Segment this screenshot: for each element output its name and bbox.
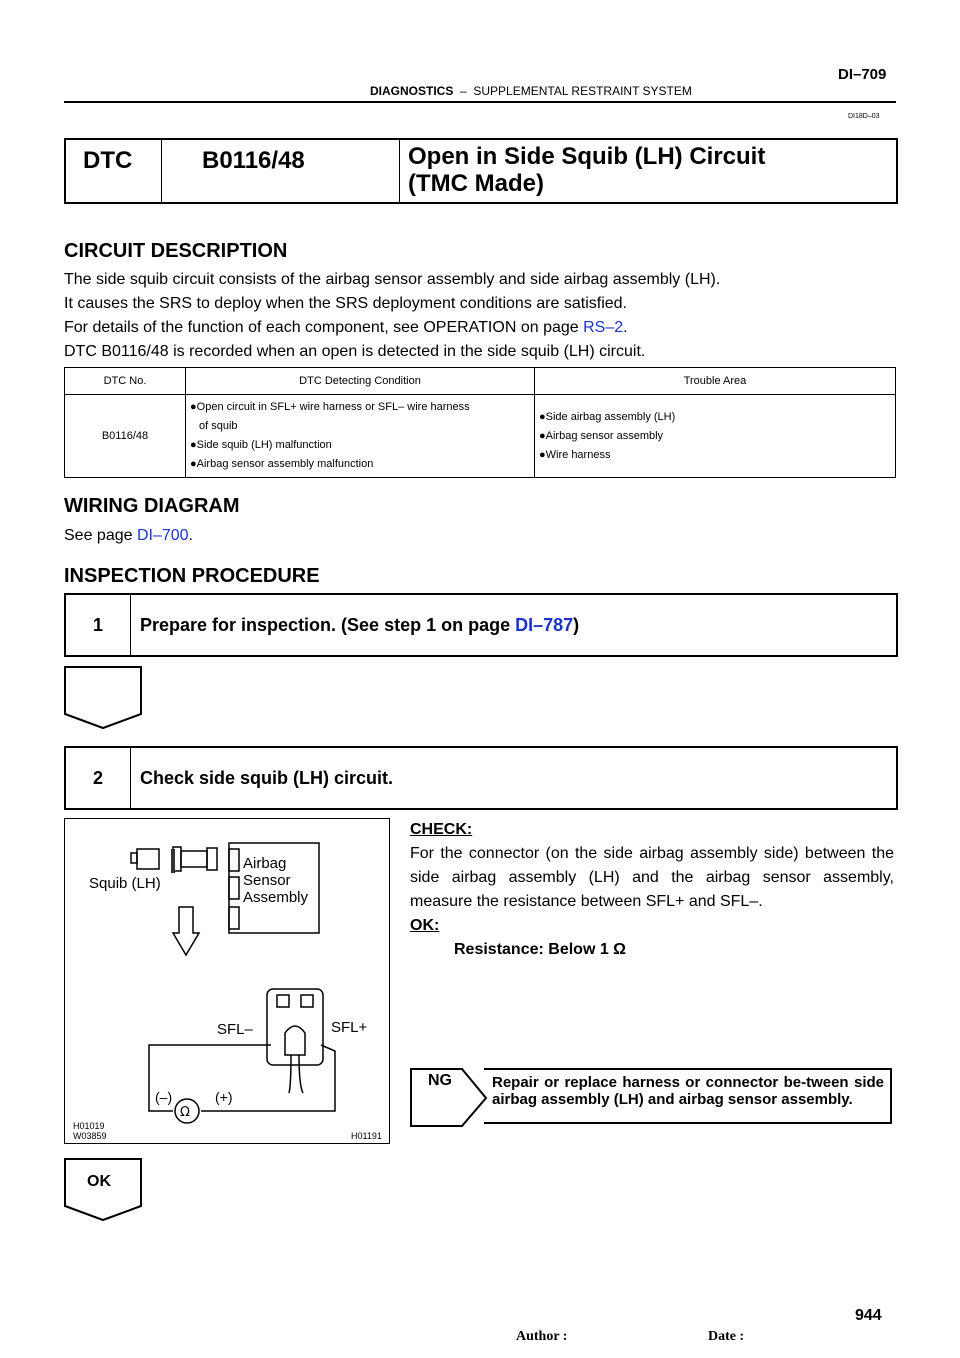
description-line3-text: For details of the function of each component, see OPERATION on page [64, 319, 584, 336]
bullet-icon: ● [539, 410, 546, 423]
sfl-plus-label: SFL+ [331, 1019, 368, 1036]
description-line3 [64, 316, 720, 340]
bullet-icon: ● [190, 439, 197, 451]
cell-conditions [186, 395, 535, 478]
header-rule [64, 101, 896, 103]
header-trouble-area: Trouble Area [535, 368, 896, 395]
meter-minus-label: (–) [155, 1089, 173, 1105]
doc-code: DI18D–03 [848, 113, 880, 120]
link-di-700[interactable]: DI–700 [136, 527, 189, 544]
figure-code-1: H01019 [73, 1121, 105, 1131]
sfl-minus-label: SFL– [217, 1021, 253, 1038]
description-line4: DTC B0116/48 is recorded when an open is detected in the side squib (LH) circuit. [64, 343, 646, 360]
svg-text:Ω: Ω [180, 1105, 190, 1120]
table-header-row [65, 368, 896, 395]
step-1-box [64, 593, 898, 657]
condition-text: Side squib (LH) malfunction [196, 439, 332, 451]
sensor-label-line1: Airbag [243, 855, 287, 872]
page-number: DI–709 [838, 66, 887, 83]
ng-action-text: Repair or replace harness or connector be-tween side airbag assembly (LH) and airbag sensor assembly. [484, 1068, 892, 1124]
ng-label: NG [428, 1072, 452, 1089]
check-label: CHECK: [410, 821, 473, 838]
link-di-787[interactable]: DI–787 [515, 615, 574, 635]
circuit-description-heading: CIRCUIT DESCRIPTION [64, 240, 288, 262]
description-line2: It causes the SRS to deploy when the SRS deployment conditions are satisfied. [64, 295, 627, 312]
area-text: Airbag sensor assembly [545, 429, 664, 442]
area-item [539, 427, 894, 446]
ok-label: OK: [410, 917, 440, 934]
condition-text: Open circuit in SFL+ wire harness or SFL– wire harness [196, 401, 470, 413]
link-rs-2[interactable]: RS–2 [583, 319, 624, 336]
wiring-diagram-text [64, 524, 193, 548]
step-1-number: 1 [66, 595, 131, 655]
step-1-label: Prepare for inspection. (See step 1 on page [140, 615, 516, 635]
connector-diagram [64, 818, 390, 1144]
footer-date: Date : [708, 1329, 745, 1344]
cell-trouble-area [535, 395, 896, 478]
step-1-end: ) [573, 615, 580, 635]
sensor-label [243, 855, 308, 906]
header-dtc-no: DTC No. [65, 368, 186, 395]
bullet-icon: ● [539, 429, 546, 442]
meter-plus-label: (+) [215, 1089, 233, 1105]
wiring-text-end: . [188, 527, 193, 544]
bullet-icon: ● [190, 401, 197, 413]
bullet-icon: ● [539, 448, 546, 461]
area-text: Wire harness [545, 448, 611, 461]
check-instructions [410, 818, 894, 962]
continue-arrow-icon [64, 666, 144, 730]
area-item [539, 408, 894, 427]
sensor-label-line2: Sensor [243, 872, 291, 889]
check-body: For the connector (on the side airbag assembly side) between the side airbag assembly (LH) and the airbag sensor assembly, measure the resistance between SFL+ and SFL–. [410, 845, 894, 910]
bullet-icon: ● [190, 458, 197, 470]
circuit-description-text [64, 268, 720, 364]
area-text: Side airbag assembly (LH) [545, 410, 676, 423]
dtc-condition-table [64, 367, 896, 478]
area-item [539, 446, 894, 465]
inspection-procedure-heading: INSPECTION PROCEDURE [64, 565, 320, 587]
step-2-number: 2 [66, 748, 131, 808]
header-title [370, 84, 692, 98]
figure-codes [73, 1121, 107, 1141]
wiring-diagram-heading: WIRING DIAGRAM [64, 495, 240, 517]
cell-dtc-no: B0116/48 [65, 395, 186, 478]
footer-author: Author : [516, 1329, 568, 1344]
header-dash: – [460, 84, 467, 98]
condition-item-cont: of squib [199, 420, 238, 432]
squib-label: Squib (LH) [89, 875, 161, 892]
condition-item [190, 436, 533, 455]
subsection-name: SUPPLEMENTAL RESTRAINT SYSTEM [473, 84, 692, 98]
step-2-text: Check side squib (LH) circuit. [140, 768, 394, 788]
dtc-title [400, 140, 765, 202]
section-name: DIAGNOSTICS [370, 84, 454, 98]
ok-arrow-label: OK [87, 1173, 111, 1190]
step-1-text [131, 595, 579, 655]
condition-item [190, 455, 533, 474]
header-detecting-condition: DTC Detecting Condition [186, 368, 535, 395]
figure-code-2: W03859 [73, 1131, 107, 1141]
condition-text: Airbag sensor assembly malfunction [196, 458, 374, 470]
figure-code-3: H01191 [351, 1131, 382, 1141]
description-line3-end: . [623, 319, 628, 336]
footer-page-number: 944 [855, 1307, 882, 1324]
step-2-box [64, 746, 898, 810]
table-row [65, 395, 896, 478]
dtc-label: DTC [66, 140, 162, 202]
description-line1: The side squib circuit consists of the airbag sensor assembly and side airbag assembly (LH). [64, 271, 721, 288]
ok-value: Resistance: Below 1 Ω [454, 941, 626, 958]
sensor-label-line3: Assembly [243, 889, 309, 906]
wiring-text: See page [64, 527, 137, 544]
dtc-code: B0116/48 [162, 140, 400, 202]
dtc-title-line1: Open in Side Squib (LH) Circuit [408, 143, 766, 170]
condition-item [190, 398, 533, 417]
dtc-title-line2: (TMC Made) [408, 170, 544, 197]
dtc-title-box [64, 138, 898, 204]
